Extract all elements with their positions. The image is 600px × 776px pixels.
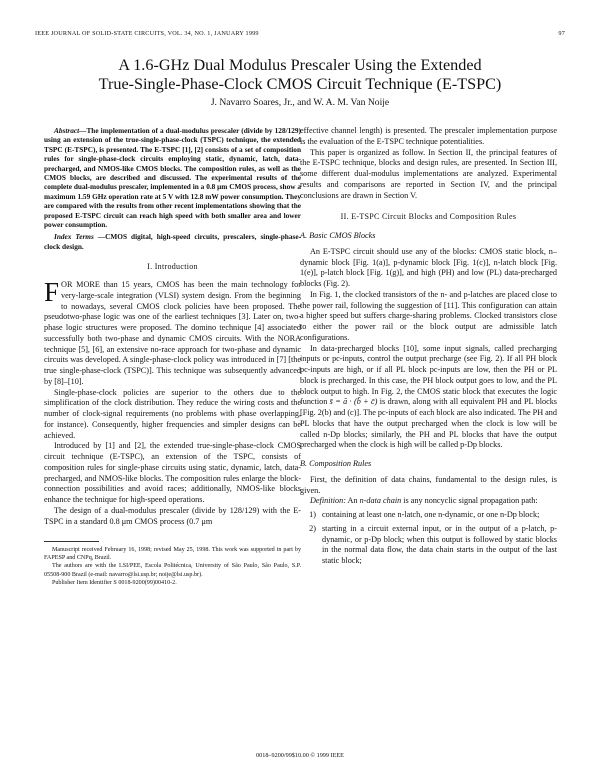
title-line-1: A 1.6-GHz Dual Modulus Prescaler Using the Extended	[118, 56, 482, 74]
intro-paragraph-4: The design of a dual-modulus prescaler (divide by 128/129) with the E-TSPC in a standard 0.8 μm CMOS process (0.7 μm	[44, 505, 301, 526]
page-number: 97	[558, 30, 565, 37]
footnote-divider	[44, 541, 99, 542]
footnote-manuscript: Manuscript received February 16, 1998; revised May 25, 1998. This work was supported in part by FAPESP and CNPq, Brazil.	[44, 547, 301, 562]
index-terms	[44, 232, 301, 251]
list-item	[300, 524, 557, 567]
section-heading-introduction: I. Introduction	[147, 262, 198, 272]
blocks-paragraph-3	[300, 344, 557, 452]
drop-cap: F	[44, 277, 60, 308]
left-column	[44, 126, 301, 587]
footnotes	[44, 546, 301, 586]
subsection-heading-basic-blocks: A. Basic CMOS Blocks	[300, 231, 376, 240]
copyright-footer: 0018–9200/99$10.00 © 1999 IEEE	[256, 752, 344, 759]
footnote-publisher-id: Publisher Item Identifier S 0018-9200(99)00410-2.	[52, 579, 177, 586]
definition-term: n-data chain	[359, 496, 402, 506]
abstract-text: The implementation of a dual-modulus prescaler (divide by 128/129) using an extension of the true-single-phase-clock (TSPC) technique, the extended TSPC (E-TSPC), is presented. The E-TSPC [1], [2] consists of a set of composition rules for single-phase-clock circuits employing static, dynamic, latch, data-precharged, and NMOS-like CMOS blocks. The composition rules, as well as the CMOS blocks, are described and discussed. The experimental results of the complete dual-modulus prescaler, implemented in a 0.8 μm CMOS process, show a maximum 1.59 GHz operation rate at 5 V with 12.8 mW power consumption. They are compared with the results from other recent implementations showing that the proposed E-TSPC circuit can reach high speed with both smaller area and lower power consumption.	[44, 126, 301, 230]
definition-text-post: is any noncyclic signal propagation path:	[401, 496, 538, 506]
intro-paragraph-3: Introduced by [1] and [2], the extended true-single-phase-clock CMOS circuit technique (E-TSPC), an extension of the TSPC, consists of composition rules for single-phase circuits using static, dynamic, latch, data-precharged, and NMOS-like blocks. The composition rules enlarge the block-connection possibilities and avoid races; additionally, NMOS-like blocks enhance the technique for high-speed operations.	[44, 441, 301, 505]
right-column	[300, 126, 557, 567]
organization-paragraph: This paper is organized as follow. In Section II, the principal features of the E-TSPC technique, blocks and design rules, are presented. In Section III, some different dual-modulus implementations are analyzed. Experimental results and comparisons are reported in Section IV, and the principal conclusions are drawn in Section V.	[300, 147, 557, 200]
abstract	[44, 126, 301, 229]
list-item-number: 2)	[309, 523, 316, 533]
author-line: J. Navarro Soares, Jr., and W. A. M. Van Noije	[210, 97, 390, 108]
logic-equation: s̄ = ā · (b̄ + c̄)	[329, 397, 378, 407]
index-terms-text: CMOS digital, high-speed circuits, prescalers, single-phase-clock design.	[44, 232, 301, 251]
list-item-text: starting in a circuit external input, or in the output of a p-latch, p-dynamic, or p-Dp block; when this output is followed by static blocks in the normal data flow, the data chain starts in the output of the last static block;	[322, 523, 557, 565]
list-item	[300, 510, 557, 521]
intro-paragraph-1	[44, 277, 301, 388]
section-heading-etspc: II. E-TSPC Circuit Blocks and Composition Rules	[340, 212, 517, 222]
list-item-text: containing at least one n-latch, one n-dynamic, or one n-Dp block;	[322, 510, 540, 519]
rules-paragraph-1: First, the definition of data chains, fundamental to the design rules, is given.	[300, 474, 557, 495]
list-item-number: 1)	[309, 510, 316, 519]
continued-paragraph: effective channel length) is presented. The prescaler implementation purpose is the evaluation of the E-TSPC technique potentialities.	[300, 126, 557, 146]
abstract-lead: Abstract—	[54, 126, 87, 135]
blocks-paragraph-3-pre: In data-precharged blocks [10], some input signals, called precharging inputs or pc-inputs, control the output precharge (see Fig. 2). If all PH block pc-inputs are high, or if all PL block pc-inputs are low, then the PH or PL block is precharged. In this case, the PH block output goes to low, and the PL block output to high. In Fig. 2, the CMOS static block that executes the logic function	[300, 343, 557, 407]
intro-paragraph-2: Single-phase-clock policies are superior to the others due to the simplification of the clock distribution. They reduce the wiring costs and the number of clock-signal requirements (no problems with phase overlapping, for instance). Consequently, higher frequencies and simpler designs can be achieved.	[44, 387, 301, 440]
subsection-heading-composition-rules: B. Composition Rules	[300, 459, 372, 468]
definition-lead: Definition:	[310, 496, 346, 506]
paper-title	[40, 56, 560, 94]
blocks-paragraph-3-post: is drawn, along with all equivalent PH and PL blocks [Fig. 2(b) and (c)]. The pc-inputs of each block are also indicated. The PH and PL blocks that have the output precharged when the clock is low will be called n-Dp blocks; similarly, the PH and PL blocks that have the output precharged when the clock is high will be called p-Dp blocks.	[300, 397, 557, 450]
definition-paragraph	[300, 496, 557, 507]
footnote-affiliation: The authors are with the LSI/PEE, Escola Politécnica, University of São Paulo, São Paulo, S.P. 05508-900 Brazil (e-mail: navarro@lsi.usp.br; noije@lsi.usp.br).	[44, 563, 301, 578]
journal-header: IEEE JOURNAL OF SOLID-STATE CIRCUITS, VOL. 34, NO. 1, JANUARY 1999	[35, 30, 259, 37]
index-terms-lead: Index Terms —	[54, 232, 106, 242]
title-line-2: True-Single-Phase-Clock CMOS Circuit Technique (E-TSPC)	[98, 75, 502, 93]
blocks-paragraph-2: In Fig. 1, the clocked transistors of the n- and p-latches are placed close to the power rail, following the suggestion of [11]. This configuration can attain a higher speed but suffers charge-sharing problems. Clocked transistors close to either the power rail or the block output are admissible latch configurations.	[300, 289, 557, 342]
intro-paragraph-1-text: OR MORE than 15 years, CMOS has been the main technology for very-large-scale integration (VLSI) system design. From the beginning to nowadays, several CMOS clock policies have been proposed. The pseudotwo-phase logic was one of the earliest techniques [3]. Later on, two-phase logic structures were proposed. The domino technique [4] associated successfully both two-phase and dynamic CMOS circuits. With the NORA technique [5], [6], an extensive no-race approach for two-phase and dynamic circuits was developed. A single-phase-clock policy was introduced in [7] [the true single-phase-clock (TSPC)]. This technique was subsequently advanced by [8]–[10].	[44, 280, 301, 386]
definition-text-pre: An	[345, 496, 360, 506]
blocks-paragraph-1: An E-TSPC circuit should use any of the blocks: CMOS static block, n–dynamic block [Fig. 1(a)], p-dynamic block [Fig. 1(c)], n-latch block [Fig. 1(e)], p-latch block [Fig. 1(g)], and high (PH) and low (PL) data-precharged blocks (Fig. 2).	[300, 246, 557, 288]
running-head	[35, 30, 565, 37]
